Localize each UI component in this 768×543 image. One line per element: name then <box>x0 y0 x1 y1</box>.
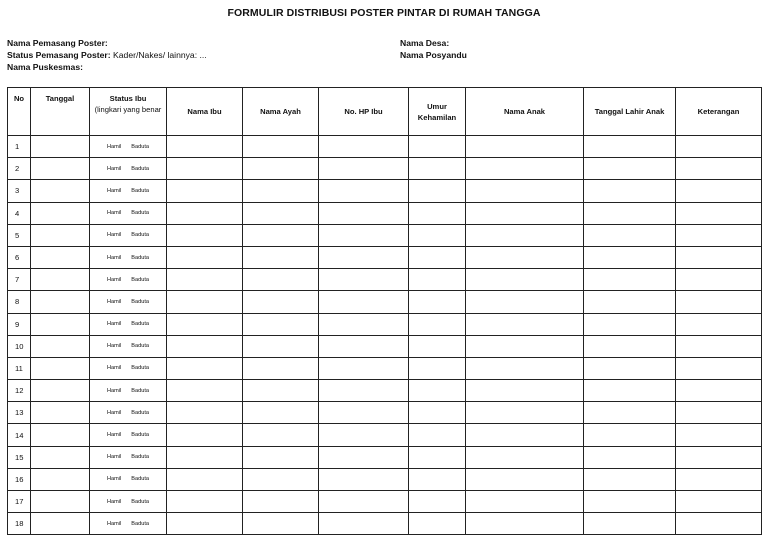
table-row <box>8 513 762 535</box>
table-row <box>8 313 762 335</box>
cell-tanggal-lahir-anak[interactable] <box>584 269 676 291</box>
row-number: 9 <box>8 313 31 335</box>
cell-nama-ibu[interactable] <box>167 446 243 468</box>
info-label: Nama Pemasang Poster: <box>7 38 108 48</box>
cell-umur-kehamilan[interactable] <box>409 180 466 202</box>
status-option-baduta[interactable]: Baduta <box>131 365 150 372</box>
cell-no-hp-ibu[interactable] <box>319 291 409 313</box>
cell-keterangan[interactable] <box>676 357 762 379</box>
header-umur-kehamilan: Umur Kehamilan <box>409 88 466 136</box>
cell-umur-kehamilan[interactable] <box>409 335 466 357</box>
cell-no-hp-ibu[interactable] <box>319 513 409 535</box>
cell-no-hp-ibu[interactable] <box>319 380 409 402</box>
cell-umur-kehamilan[interactable] <box>409 269 466 291</box>
table-body <box>8 136 762 535</box>
info-label: Nama Puskesmas: <box>7 62 83 72</box>
cell-no-hp-ibu[interactable] <box>319 468 409 490</box>
cell-no-hp-ibu[interactable] <box>319 224 409 246</box>
cell-nama-ayah[interactable] <box>243 180 319 202</box>
table-row <box>8 246 762 268</box>
row-number: 2 <box>8 158 31 180</box>
status-option-baduta[interactable]: Baduta <box>131 254 150 261</box>
info-label: Nama Posyandu <box>400 50 467 60</box>
cell-umur-kehamilan[interactable] <box>409 158 466 180</box>
cell-status-ibu <box>90 380 167 402</box>
cell-status-ibu <box>90 335 167 357</box>
table-row <box>8 180 762 202</box>
cell-nama-anak[interactable] <box>466 446 584 468</box>
status-option-baduta[interactable]: Baduta <box>131 187 150 194</box>
cell-tanggal[interactable] <box>31 313 90 335</box>
status-option-hamil[interactable]: Hamil <box>106 498 122 505</box>
cell-keterangan[interactable] <box>676 446 762 468</box>
cell-nama-ibu[interactable] <box>167 269 243 291</box>
cell-tanggal[interactable] <box>31 158 90 180</box>
cell-keterangan[interactable] <box>676 158 762 180</box>
cell-nama-ibu[interactable] <box>167 335 243 357</box>
status-option-hamil[interactable]: Hamil <box>106 454 122 461</box>
status-option-baduta[interactable]: Baduta <box>131 321 150 328</box>
status-option-baduta[interactable]: Baduta <box>131 232 150 239</box>
cell-nama-anak[interactable] <box>466 357 584 379</box>
row-number: 5 <box>8 224 31 246</box>
table-row <box>8 357 762 379</box>
header-nama-ibu: Nama Ibu <box>167 88 243 136</box>
cell-tanggal-lahir-anak[interactable] <box>584 380 676 402</box>
cell-tanggal[interactable] <box>31 491 90 513</box>
cell-nama-anak[interactable] <box>466 224 584 246</box>
table-row <box>8 446 762 468</box>
info-label: Status Pemasang Poster: <box>7 50 111 60</box>
cell-tanggal[interactable] <box>31 291 90 313</box>
cell-nama-ayah[interactable] <box>243 357 319 379</box>
cell-no-hp-ibu[interactable] <box>319 446 409 468</box>
status-option-hamil[interactable]: Hamil <box>106 254 122 261</box>
status-option-baduta[interactable]: Baduta <box>131 210 150 217</box>
cell-tanggal[interactable] <box>31 357 90 379</box>
cell-status-ibu <box>90 269 167 291</box>
row-number: 1 <box>8 136 31 158</box>
cell-nama-anak[interactable] <box>466 468 584 490</box>
row-number: 10 <box>8 335 31 357</box>
cell-status-ibu <box>90 446 167 468</box>
info-label: Nama Desa: <box>400 38 450 48</box>
distribution-table <box>7 87 762 535</box>
info-value: Kader/Nakes/ lainnya: ... <box>110 50 207 60</box>
info-line-desa <box>400 37 467 49</box>
cell-no-hp-ibu[interactable] <box>319 269 409 291</box>
cell-nama-ayah[interactable] <box>243 202 319 224</box>
cell-status-ibu <box>90 313 167 335</box>
cell-nama-anak[interactable] <box>466 380 584 402</box>
status-option-baduta[interactable]: Baduta <box>131 498 150 505</box>
cell-status-ibu <box>90 224 167 246</box>
status-option-hamil[interactable]: Hamil <box>106 232 122 239</box>
cell-nama-ayah[interactable] <box>243 158 319 180</box>
cell-tanggal[interactable] <box>31 136 90 158</box>
cell-nama-ibu[interactable] <box>167 313 243 335</box>
cell-nama-anak[interactable] <box>466 402 584 424</box>
cell-tanggal[interactable] <box>31 468 90 490</box>
table-row <box>8 468 762 490</box>
cell-tanggal[interactable] <box>31 446 90 468</box>
cell-nama-anak[interactable] <box>466 424 584 446</box>
cell-nama-ibu[interactable] <box>167 357 243 379</box>
cell-tanggal-lahir-anak[interactable] <box>584 291 676 313</box>
cell-nama-ibu[interactable] <box>167 246 243 268</box>
header-status-ibu-note: (lingkari yang benar <box>94 105 162 114</box>
cell-umur-kehamilan[interactable] <box>409 291 466 313</box>
cell-tanggal[interactable] <box>31 202 90 224</box>
cell-tanggal-lahir-anak[interactable] <box>584 491 676 513</box>
cell-nama-anak[interactable] <box>466 491 584 513</box>
cell-nama-ibu[interactable] <box>167 468 243 490</box>
cell-nama-ayah[interactable] <box>243 313 319 335</box>
status-option-baduta[interactable]: Baduta <box>131 476 150 483</box>
table-row <box>8 269 762 291</box>
header-nama-anak: Nama Anak <box>466 88 584 136</box>
cell-tanggal-lahir-anak[interactable] <box>584 246 676 268</box>
cell-tanggal-lahir-anak[interactable] <box>584 468 676 490</box>
cell-keterangan[interactable] <box>676 246 762 268</box>
cell-nama-anak[interactable] <box>466 291 584 313</box>
row-number: 6 <box>8 246 31 268</box>
cell-status-ibu <box>90 158 167 180</box>
cell-umur-kehamilan[interactable] <box>409 513 466 535</box>
row-number: 18 <box>8 513 31 535</box>
table-row <box>8 380 762 402</box>
table-row <box>8 402 762 424</box>
status-option-baduta[interactable]: Baduta <box>131 298 150 305</box>
cell-status-ibu <box>90 513 167 535</box>
cell-tanggal[interactable] <box>31 180 90 202</box>
row-number: 4 <box>8 202 31 224</box>
cell-status-ibu <box>90 468 167 490</box>
status-option-baduta[interactable]: Baduta <box>131 432 150 439</box>
cell-nama-anak[interactable] <box>466 269 584 291</box>
form-title: FORMULIR DISTRIBUSI POSTER PINTAR DI RUMAH TANGGA <box>227 7 541 19</box>
status-option-baduta[interactable]: Baduta <box>131 143 150 150</box>
cell-tanggal-lahir-anak[interactable] <box>584 224 676 246</box>
cell-nama-ibu[interactable] <box>167 158 243 180</box>
table-row <box>8 136 762 158</box>
header-tanggal-lahir-anak: Tanggal Lahir Anak <box>584 88 676 136</box>
cell-no-hp-ibu[interactable] <box>319 335 409 357</box>
cell-status-ibu <box>90 202 167 224</box>
status-option-hamil[interactable]: Hamil <box>106 432 122 439</box>
cell-keterangan[interactable] <box>676 224 762 246</box>
info-left <box>7 37 207 73</box>
row-number: 13 <box>8 402 31 424</box>
table-row <box>8 202 762 224</box>
row-number: 11 <box>8 357 31 379</box>
cell-umur-kehamilan[interactable] <box>409 246 466 268</box>
status-option-baduta[interactable]: Baduta <box>131 343 150 350</box>
cell-umur-kehamilan[interactable] <box>409 402 466 424</box>
cell-tanggal[interactable] <box>31 335 90 357</box>
info-right <box>400 37 467 61</box>
cell-nama-anak[interactable] <box>466 513 584 535</box>
table-row <box>8 158 762 180</box>
cell-nama-ibu[interactable] <box>167 136 243 158</box>
cell-tanggal[interactable] <box>31 424 90 446</box>
cell-no-hp-ibu[interactable] <box>319 357 409 379</box>
header-status-ibu <box>90 88 167 136</box>
cell-nama-ayah[interactable] <box>243 380 319 402</box>
status-option-baduta[interactable]: Baduta <box>131 454 150 461</box>
status-option-baduta[interactable]: Baduta <box>131 276 150 283</box>
row-number: 8 <box>8 291 31 313</box>
cell-nama-anak[interactable] <box>466 136 584 158</box>
cell-tanggal-lahir-anak[interactable] <box>584 446 676 468</box>
info-line-status <box>7 49 207 61</box>
cell-no-hp-ibu[interactable] <box>319 424 409 446</box>
status-option-hamil[interactable]: Hamil <box>106 187 122 194</box>
cell-nama-ayah[interactable] <box>243 291 319 313</box>
cell-keterangan[interactable] <box>676 424 762 446</box>
cell-nama-ibu[interactable] <box>167 180 243 202</box>
cell-tanggal-lahir-anak[interactable] <box>584 357 676 379</box>
status-option-hamil[interactable]: Hamil <box>106 321 122 328</box>
cell-keterangan[interactable] <box>676 380 762 402</box>
table-row <box>8 424 762 446</box>
status-option-hamil[interactable]: Hamil <box>106 520 122 527</box>
table-row <box>8 291 762 313</box>
header-status-ibu-label: Status Ibu <box>109 94 147 103</box>
cell-status-ibu <box>90 180 167 202</box>
cell-keterangan[interactable] <box>676 491 762 513</box>
cell-tanggal[interactable] <box>31 224 90 246</box>
cell-nama-ibu[interactable] <box>167 424 243 446</box>
header-keterangan: Keterangan <box>676 88 762 136</box>
cell-tanggal[interactable] <box>31 380 90 402</box>
row-number: 15 <box>8 446 31 468</box>
cell-nama-anak[interactable] <box>466 246 584 268</box>
row-number: 14 <box>8 424 31 446</box>
status-option-hamil[interactable]: Hamil <box>106 298 122 305</box>
status-option-hamil[interactable]: Hamil <box>106 409 122 416</box>
row-number: 7 <box>8 269 31 291</box>
status-option-hamil[interactable]: Hamil <box>106 343 122 350</box>
table-row <box>8 335 762 357</box>
cell-tanggal[interactable] <box>31 246 90 268</box>
cell-tanggal-lahir-anak[interactable] <box>584 335 676 357</box>
status-option-hamil[interactable]: Hamil <box>106 276 122 283</box>
cell-nama-anak[interactable] <box>466 158 584 180</box>
cell-nama-ibu[interactable] <box>167 224 243 246</box>
cell-umur-kehamilan[interactable] <box>409 224 466 246</box>
cell-tanggal-lahir-anak[interactable] <box>584 202 676 224</box>
cell-no-hp-ibu[interactable] <box>319 158 409 180</box>
cell-tanggal-lahir-anak[interactable] <box>584 180 676 202</box>
cell-nama-ibu[interactable] <box>167 513 243 535</box>
cell-status-ibu <box>90 424 167 446</box>
cell-tanggal-lahir-anak[interactable] <box>584 424 676 446</box>
cell-umur-kehamilan[interactable] <box>409 313 466 335</box>
status-option-baduta[interactable]: Baduta <box>131 409 150 416</box>
cell-umur-kehamilan[interactable] <box>409 491 466 513</box>
cell-nama-ayah[interactable] <box>243 491 319 513</box>
cell-umur-kehamilan[interactable] <box>409 446 466 468</box>
status-option-hamil[interactable]: Hamil <box>106 165 122 172</box>
cell-umur-kehamilan[interactable] <box>409 380 466 402</box>
cell-keterangan[interactable] <box>676 468 762 490</box>
cell-umur-kehamilan[interactable] <box>409 357 466 379</box>
cell-nama-ayah[interactable] <box>243 246 319 268</box>
cell-keterangan[interactable] <box>676 513 762 535</box>
cell-keterangan[interactable] <box>676 202 762 224</box>
info-line-posyandu <box>400 49 467 61</box>
cell-no-hp-ibu[interactable] <box>319 402 409 424</box>
cell-tanggal-lahir-anak[interactable] <box>584 313 676 335</box>
cell-nama-ibu[interactable] <box>167 291 243 313</box>
cell-status-ibu <box>90 246 167 268</box>
status-option-hamil[interactable]: Hamil <box>106 476 122 483</box>
header-no-hp-ibu: No. HP Ibu <box>319 88 409 136</box>
cell-status-ibu <box>90 136 167 158</box>
cell-no-hp-ibu[interactable] <box>319 136 409 158</box>
cell-no-hp-ibu[interactable] <box>319 491 409 513</box>
cell-no-hp-ibu[interactable] <box>319 202 409 224</box>
cell-nama-ayah[interactable] <box>243 402 319 424</box>
cell-tanggal[interactable] <box>31 402 90 424</box>
cell-status-ibu <box>90 357 167 379</box>
cell-nama-ibu[interactable] <box>167 202 243 224</box>
cell-nama-anak[interactable] <box>466 180 584 202</box>
cell-tanggal[interactable] <box>31 269 90 291</box>
status-option-hamil[interactable]: Hamil <box>106 387 122 394</box>
cell-no-hp-ibu[interactable] <box>319 313 409 335</box>
cell-tanggal[interactable] <box>31 513 90 535</box>
row-number: 12 <box>8 380 31 402</box>
cell-status-ibu <box>90 402 167 424</box>
cell-keterangan[interactable] <box>676 402 762 424</box>
table-header-row <box>8 88 762 136</box>
status-option-baduta[interactable]: Baduta <box>131 520 150 527</box>
cell-tanggal-lahir-anak[interactable] <box>584 158 676 180</box>
cell-no-hp-ibu[interactable] <box>319 246 409 268</box>
header-no: No <box>8 88 31 136</box>
status-option-hamil[interactable]: Hamil <box>106 143 122 150</box>
status-option-hamil[interactable]: Hamil <box>106 365 122 372</box>
row-number: 16 <box>8 468 31 490</box>
info-line-pemasang <box>7 37 207 49</box>
status-option-baduta[interactable]: Baduta <box>131 165 150 172</box>
cell-umur-kehamilan[interactable] <box>409 136 466 158</box>
cell-tanggal-lahir-anak[interactable] <box>584 402 676 424</box>
cell-keterangan[interactable] <box>676 136 762 158</box>
cell-umur-kehamilan[interactable] <box>409 424 466 446</box>
cell-nama-ayah[interactable] <box>243 468 319 490</box>
info-line-puskesmas <box>7 61 207 73</box>
cell-keterangan[interactable] <box>676 291 762 313</box>
cell-keterangan[interactable] <box>676 335 762 357</box>
cell-tanggal-lahir-anak[interactable] <box>584 136 676 158</box>
cell-status-ibu <box>90 291 167 313</box>
header-tanggal: Tanggal <box>31 88 90 136</box>
table-row <box>8 491 762 513</box>
cell-nama-ayah[interactable] <box>243 446 319 468</box>
cell-nama-ayah[interactable] <box>243 136 319 158</box>
cell-no-hp-ibu[interactable] <box>319 180 409 202</box>
cell-umur-kehamilan[interactable] <box>409 202 466 224</box>
header-nama-ayah: Nama Ayah <box>243 88 319 136</box>
table-row <box>8 224 762 246</box>
cell-keterangan[interactable] <box>676 269 762 291</box>
cell-nama-ayah[interactable] <box>243 224 319 246</box>
cell-nama-ibu[interactable] <box>167 380 243 402</box>
cell-nama-ayah[interactable] <box>243 269 319 291</box>
cell-nama-ayah[interactable] <box>243 513 319 535</box>
cell-tanggal-lahir-anak[interactable] <box>584 513 676 535</box>
status-option-hamil[interactable]: Hamil <box>106 210 122 217</box>
cell-nama-ayah[interactable] <box>243 335 319 357</box>
cell-umur-kehamilan[interactable] <box>409 468 466 490</box>
cell-nama-anak[interactable] <box>466 313 584 335</box>
status-option-baduta[interactable]: Baduta <box>131 387 150 394</box>
cell-nama-ibu[interactable] <box>167 402 243 424</box>
cell-status-ibu <box>90 491 167 513</box>
row-number: 3 <box>8 180 31 202</box>
cell-nama-anak[interactable] <box>466 202 584 224</box>
cell-nama-anak[interactable] <box>466 335 584 357</box>
cell-nama-ibu[interactable] <box>167 491 243 513</box>
cell-nama-ayah[interactable] <box>243 424 319 446</box>
cell-keterangan[interactable] <box>676 313 762 335</box>
row-number: 17 <box>8 491 31 513</box>
cell-keterangan[interactable] <box>676 180 762 202</box>
